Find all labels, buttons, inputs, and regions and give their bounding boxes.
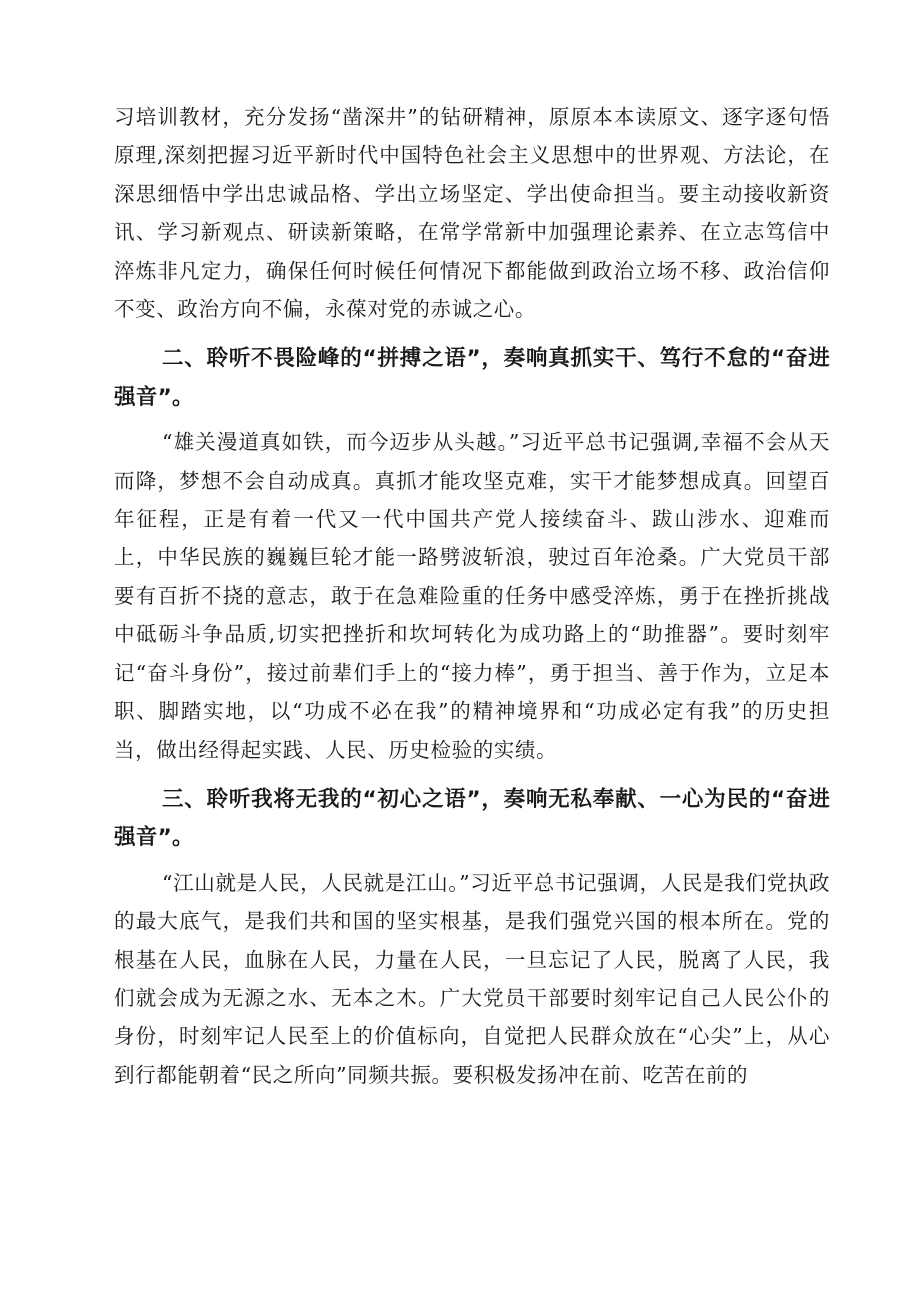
document-page <box>114 98 830 1094</box>
paragraph-section-3: “江山就是人民，人民就是江山。”习近平总书记强调，人民是我们党执政的最大底气，是我们共和国的坚实根基，是我们强党兴国的根本所在。党的根基在人民，血脉在人民，力量在人民，一旦忘记了人民，脱离了人民，我们就会成为无源之水、无本之木。广大党员干部要时刻牢记自己人民公仆的身份，时刻牢记人民至上的价值标向，自觉把人民群众放在“心尖”上，从心到行都能朝着“民之所向”同频共振。要积极发扬冲在前、吃苦在前的 <box>114 870 830 1087</box>
section-heading-2: 二、聆听不畏险峰的“拼搏之语”，奏响真抓实干、笃行不怠的“奋进强音”。 <box>114 346 830 410</box>
section-heading-3: 三、聆听我将无我的“初心之语”，奏响无私奉献、一心为民的“奋进强音”。 <box>114 786 830 851</box>
paragraph-section-2: “雄关漫道真如铁，而今迈步从头越。”习近平总书记强调,幸福不会从天而降，梦想不会自动成真。真抓才能攻坚克难，实干才能梦想成真。回望百年征程，正是有着一代又一代中国共产党人接续奋斗、跋山涉水、迎难而上，中华民族的巍巍巨轮才能一路劈波斩浪，驶过百年沧桑。广大党员干部要有百折不挠的意志，敢于在急难险重的任务中感受淬炼，勇于在挫折挑战中砥砺斗争品质,切实把挫折和坎坷转化为成功路上的“助推器”。要时刻牢记“奋斗身份”，接过前辈们手上的“接力棒”，勇于担当、善于作为，立足本职、脚踏实地，以“功成不必在我”的精神境界和“功成必定有我”的历史担当，做出经得起实践、人民、历史检验的实绩。 <box>114 430 830 762</box>
paragraph-continuation: 习培训教材，充分发扬“凿深井”的钻研精神，原原本本读原文、逐字逐句悟原理,深刻把握习近平新时代中国特色社会主义思想中的世界观、方法论，在深思细悟中学出忠诚品格、学出立场坚定、学出使命担当。要主动接收新资讯、学习新观点、研读新策略，在常学常新中加强理论素养、在立志笃信中淬炼非凡定力，确保任何时候任何情况下都能做到政治立场不移、政治信仰不变、政治方向不偏，永葆对党的赤诚之心。 <box>114 105 830 322</box>
